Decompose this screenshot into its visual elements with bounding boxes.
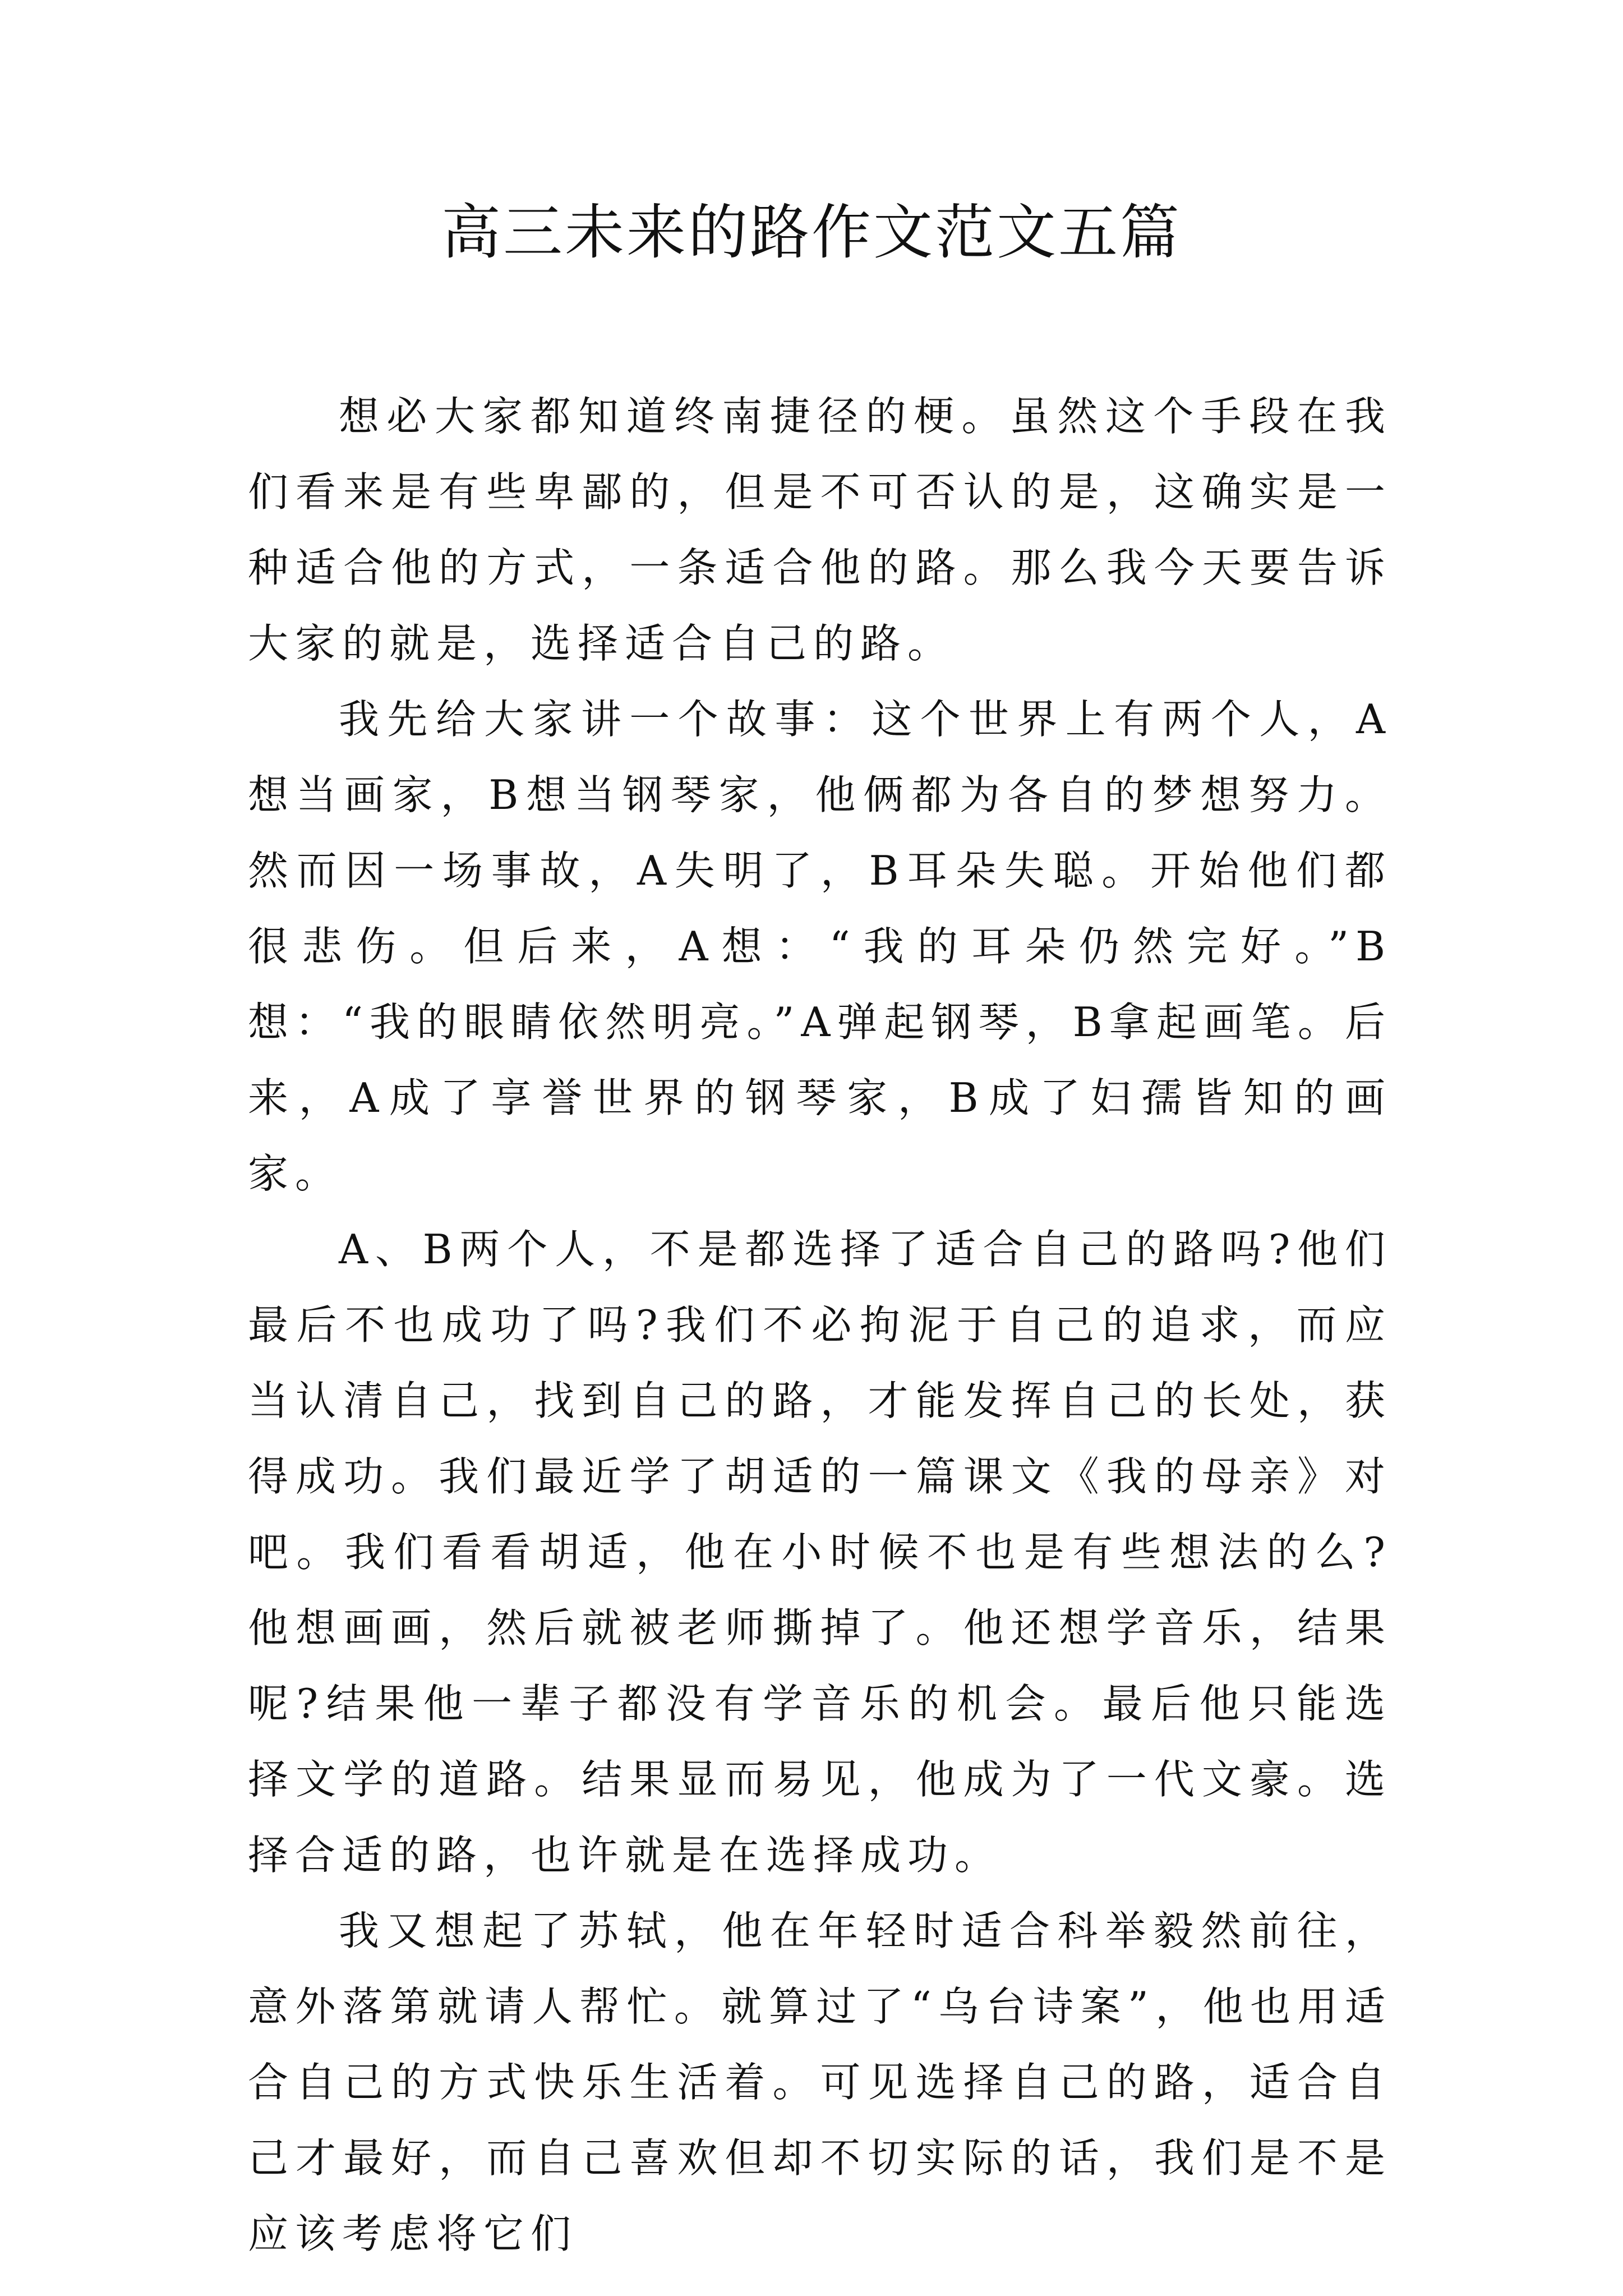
document-title: 高三未来的路作文范文五篇 [441, 198, 1182, 267]
paragraph-1: 想必大家都知道终南捷径的梗。虽然这个手段在我们看来是有些卑鄙的，但是不可否认的是，这确实是一种适合他的方式，一条适合他的路。那么我今天要告诉大家的就是，选择适合自己的路。 [248, 393, 1392, 667]
document-body [248, 379, 1392, 2272]
paragraph-4: 我又想起了苏轼，他在年轻时适合科举毅然前往，意外落第就请人帮忙。就算过了“乌台诗案”，他也用适合自己的方式快乐生活着。可见选择自己的路，适合自己才最好，而自己喜欢但却不切实际的话，我们是不是应该考虑将它们 [248, 1907, 1392, 2257]
paragraph-3: A、B两个人，不是都选择了适合自己的路吗?他们最后不也成功了吗?我们不必拘泥于自己的追求，而应当认清自己，找到自己的路，才能发挥自己的长处，获得成功。我们最近学了胡适的一篇课文《我的母亲》对吧。我们看看胡适，他在小时候不也是有些想法的么?他想画画，然后就被老师撕掉了。他还想学音乐，结果呢?结果他一辈子都没有学音乐的机会。最后他只能选择文学的道路。结果显而易见，他成为了一代文豪。选择合适的路，也许就是在选择成功。 [248, 1226, 1392, 1879]
paragraph-2: 我先给大家讲一个故事：这个世界上有两个人，A想当画家，B想当钢琴家，他俩都为各自的梦想努力。然而因一场事故，A失明了，B耳朵失聪。开始他们都很悲伤。但后来，A想：“我的耳朵仍然完好。”B想：“我的眼睛依然明亮。”A弹起钢琴，B拿起画笔。后来，A成了享誉世界的钢琴家，B成了妇孺皆知的画家。 [248, 696, 1392, 1197]
